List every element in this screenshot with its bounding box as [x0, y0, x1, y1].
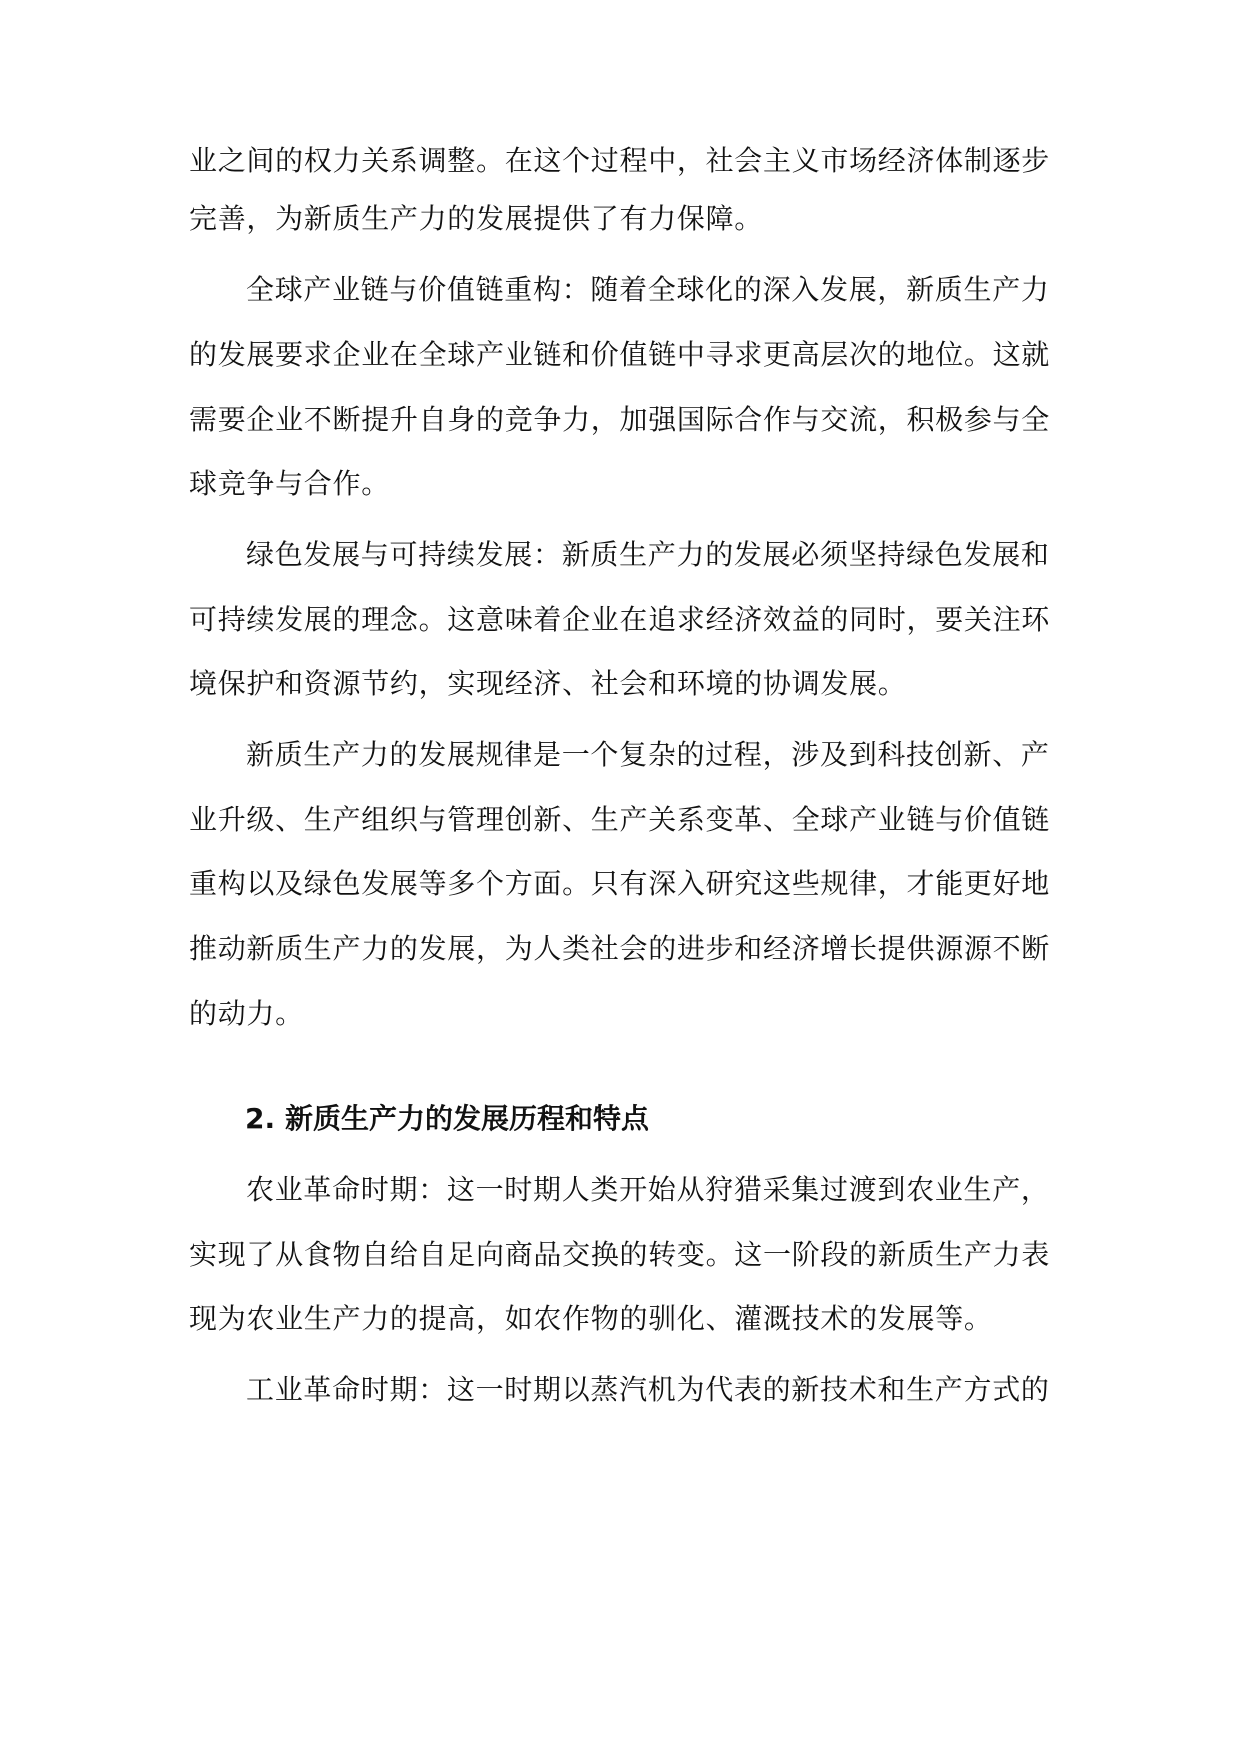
text-line: 新质生产力的发展规律是一个复杂的过程，涉及到科技创新、产: [246, 738, 1050, 771]
text-line: 业之间的权力关系调整。在这个过程中，社会主义市场经济体制逐步: [189, 144, 1051, 177]
text-line: 的动力。: [189, 997, 304, 1030]
text-line: 实现了从食物自给自足向商品交换的转变。这一阶段的新质生产力表: [189, 1238, 1051, 1271]
text-line: 完善，为新质生产力的发展提供了有力保障。: [189, 202, 764, 235]
section-heading: [245, 1098, 649, 1140]
text-line: 业升级、生产组织与管理创新、生产关系变革、全球产业链与价值链: [189, 803, 1051, 836]
text-line: 境保护和资源节约，实现经济、社会和环境的协调发展。: [189, 667, 907, 700]
text-line: 全球产业链与价值链重构：随着全球化的深入发展，新质生产力: [246, 273, 1050, 306]
text-line: 农业革命时期：这一时期人类开始从狩猎采集过渡到农业生产，: [246, 1173, 1050, 1206]
text-line: 需要企业不断提升自身的竞争力，加强国际合作与交流，积极参与全: [189, 403, 1051, 436]
section-title: 新质生产力的发展历程和特点: [285, 1102, 650, 1135]
text-line: 绿色发展与可持续发展：新质生产力的发展必须坚持绿色发展和: [246, 538, 1050, 571]
text-line: 工业革命时期：这一时期以蒸汽机为代表的新技术和生产方式的: [246, 1373, 1050, 1406]
text-line: 现为农业生产力的提高，如农作物的驯化、灌溉技术的发展等。: [189, 1302, 993, 1335]
text-line: 的发展要求企业在全球产业链和价值链中寻求更高层次的地位。这就: [189, 338, 1051, 371]
text-line: 可持续发展的理念。这意味着企业在追求经济效益的同时，要关注环: [189, 603, 1051, 636]
text-line: 重构以及绿色发展等多个方面。只有深入研究这些规律，才能更好地: [189, 867, 1051, 900]
text-line: 球竞争与合作。: [189, 467, 390, 500]
section-number: 2.: [245, 1102, 276, 1135]
text-line: 推动新质生产力的发展，为人类社会的进步和经济增长提供源源不断: [189, 932, 1051, 965]
